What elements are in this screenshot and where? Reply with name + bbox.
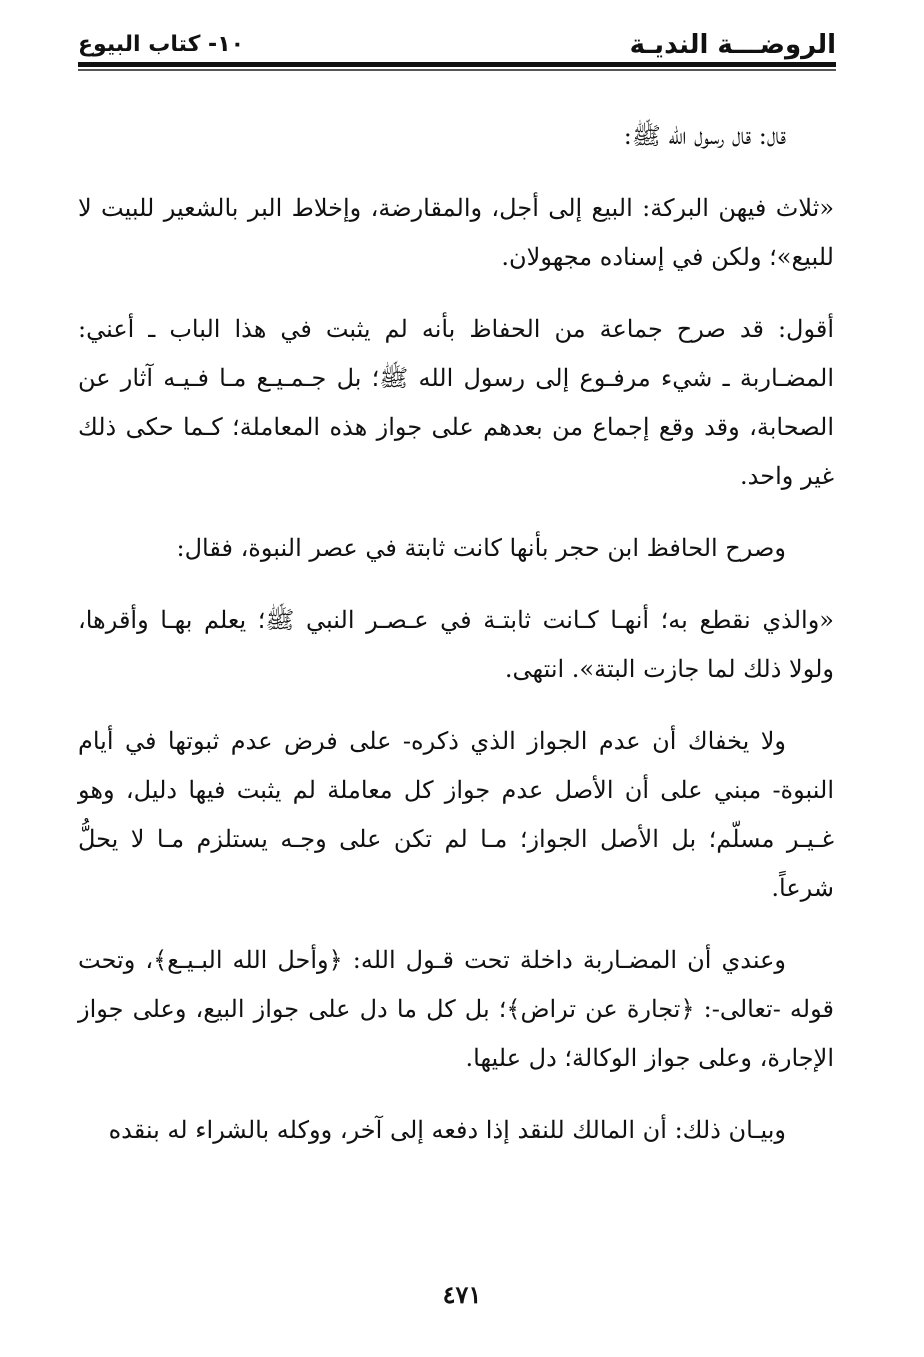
paragraph-4: وصرح الحافظ ابن حجر بأنها كانت ثابتة في عصر النبوة، فقال: — [176, 534, 786, 562]
header-rule-thick — [78, 62, 836, 67]
chapter-title: ١٠- كتاب البيوع — [78, 32, 245, 57]
paragraph-8: وبيـان ذلك: أن المالك للنقد إذا دفعه إلى آخر، ووكله بالشراء له بنقده — [108, 1116, 786, 1144]
paragraph-2: «ثلاث فيهن البركة: البيع إلى أجل، والمقارضة، وإخلاط البر بالشعير للبيت لا للبيع»؛ ولكن في إسناده مجهولان. — [78, 194, 834, 271]
paragraph-6: ولا يخفاك أن عدم الجواز الذي ذكره- على فرض عدم ثبوتها في أيام النبوة- مبني على أن الأصل عدم جواز كل معاملة لم يثبت فيها دليل، وهو غـيـر مسلّم؛ بل الأصل الجواز؛ مـا لم تكن على وجـه يستلزم مـا لا يحلُّ شرعاً. — [78, 727, 834, 902]
paragraph-5: «والذي نقطع به؛ أنهـا كـانت ثابتـة في عـصـر النبي ﷺ؛ يعلم بهـا وأقرها، ولولا ذلك لما جازت البتة». انتهى. — [78, 606, 834, 683]
page-body — [78, 112, 834, 1178]
page-number: ٤٧١ — [442, 1280, 482, 1309]
running-header — [78, 26, 836, 66]
paragraph-7: وعندي أن المضـاربة داخلة تحت قـول الله: ﴿وأحل الله البـيـع﴾، وتحت قوله -تعالى-: ﴿تجارة عن تراض﴾؛ بل كل ما دل على جواز البيع، وعلى جواز الإجارة، وعلى جواز الوكالة؛ دل عليها. — [78, 946, 834, 1072]
paragraph-1: قال: قال رسول الله ﷺ: — [623, 122, 786, 150]
header-rule-thin — [78, 69, 836, 71]
book-title: الروضـــة النديـة — [629, 30, 836, 60]
paragraph-3: أقول: قد صرح جماعة من الحفاظ بأنه لم يثبت في هذا الباب ـ أعني: المضـاربة ـ شيء مرفـوع إلى رسول الله ﷺ؛ بل جـمـيـع مـا فـيـه آثار عن الصحابة، وقد وقع إجماع من بعدهم على جواز هذه المعاملة؛ كـما حكى ذلك غير واحد. — [78, 315, 834, 490]
